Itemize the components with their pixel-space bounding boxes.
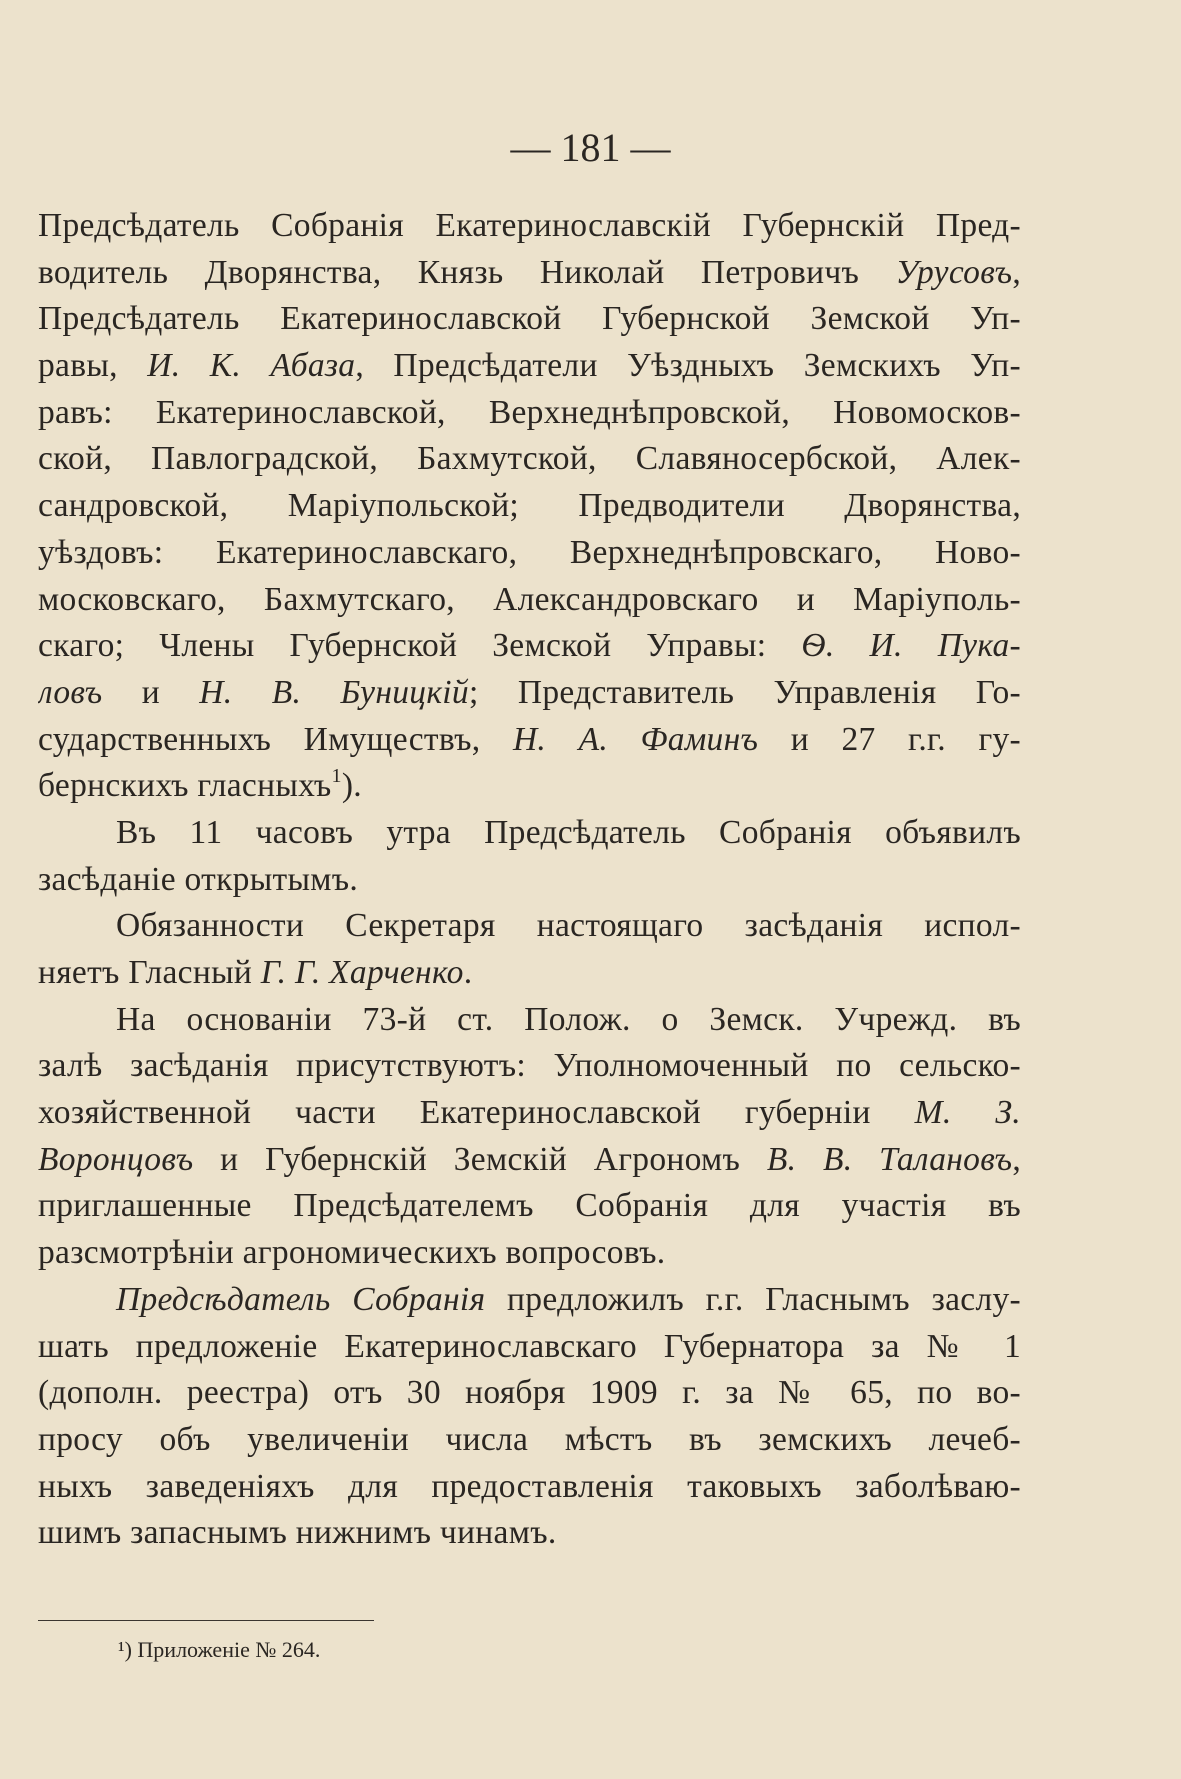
text-line: шимъ запаснымъ нижнимъ чинамъ. — [38, 1514, 557, 1552]
paragraph-2 — [38, 810, 1021, 903]
text-line: сандровской, Маріупольской; Предводители Дворянства, — [38, 487, 1021, 525]
text-line: Воронцовъ и Губернскій Земскій Агрономъ В. В. Талановъ, — [38, 1140, 1021, 1178]
text-line: Обязанности Секретаря настоящаго засѣданія испол- — [116, 907, 1021, 945]
text-line: Предсѣдатель Собранія предложилъ г.г. Гласнымъ заслу- — [116, 1280, 1021, 1318]
text-line: На основаніи 73-й ст. Полож. о Земск. Учрежд. въ — [116, 1000, 1021, 1038]
text-line: бернскихъ гласныхъ$^1$). — [38, 765, 362, 805]
text-line: ныхъ заведеніяхъ для предоставленія таковыхъ заболѣваю- — [38, 1467, 1021, 1505]
italic-name: Воронцовъ — [38, 1140, 194, 1178]
footnote: ¹) Приложеніе № 264. — [118, 1637, 321, 1662]
italic-name: И. К. Абаза — [147, 347, 356, 385]
italic-name: Предсѣдатель Собранія — [116, 1280, 486, 1318]
italic-name: Н. В. Буницкій — [199, 673, 469, 711]
text-line: залѣ засѣданія присутствуютъ: Уполномоченный по сельско- — [38, 1047, 1021, 1085]
paragraph-3 — [38, 903, 1021, 996]
footnote-divider — [38, 1620, 374, 1621]
body-text — [38, 203, 1021, 1557]
text-line: Въ 11 часовъ утра Предсѣдатель Собранія объявилъ — [116, 813, 1021, 851]
text-line: Предсѣдатель Собранія Екатеринославскій Губернскій Пред- — [38, 207, 1021, 244]
text-line: уѣздовъ: Екатеринославскаго, Верхнеднѣпровскаго, Ново- — [38, 533, 1021, 571]
italic-name: ловъ — [38, 673, 103, 711]
text-line: (дополн. реестра) отъ 30 ноября 1909 г. за № 65, по во- — [38, 1374, 1021, 1412]
text-line: водитель Дворянства, Князь Николай Петровичъ Урусовъ, — [38, 253, 1021, 291]
text-line: няетъ Гласный Г. Г. Харченко. — [38, 954, 473, 991]
text-line: московскаго, Бахмутскаго, Александровскаго и Маріуполь- — [38, 580, 1021, 618]
page-number: — 181 — — [510, 125, 671, 170]
italic-name: Урусовъ — [895, 253, 1013, 291]
text-line: Предсѣдатель Екатеринославской Губернской Земской Уп- — [38, 300, 1021, 338]
text-line: приглашенные Предсѣдателемъ Собранія для участія въ — [38, 1187, 1021, 1225]
text-line: скаго; Члены Губернской Земской Управы: Ѳ. И. Пука- — [38, 627, 1021, 665]
text-line: ловъ и Н. В. Буницкій; Представитель Управленія Го- — [38, 673, 1021, 711]
italic-name: Г. Г. Харченко — [260, 954, 464, 991]
text-line: засѣданіе открытымъ. — [38, 860, 359, 898]
text-line: хозяйственной части Екатеринославской губерніи М. З. — [38, 1094, 1021, 1132]
paragraph-4 — [38, 997, 1021, 1277]
italic-name: М. З. — [914, 1094, 1021, 1132]
text-line: разсмотрѣніи агрономическихъ вопросовъ. — [38, 1234, 666, 1272]
footnote-marker: 1 — [331, 765, 342, 788]
italic-name: Ѳ. И. Пука- — [801, 627, 1021, 665]
text-line: равы, И. К. Абаза, Предсѣдатели Уѣздныхъ Земскихъ Уп- — [38, 347, 1021, 385]
text-line: ской, Павлоградской, Бахмутской, Славяносербской, Алек- — [38, 440, 1021, 478]
text-line: равъ: Екатеринославской, Верхнеднѣпровской, Новомосков- — [38, 393, 1021, 431]
italic-name: Н. А. Фаминъ — [512, 720, 759, 758]
paragraph-1 — [38, 203, 1021, 810]
text-line: шать предложеніе Екатеринославскаго Губернатора за № 1 — [38, 1327, 1021, 1365]
paragraph-5 — [38, 1277, 1021, 1557]
text-line: просу объ увеличеніи числа мѣстъ въ земскихъ лечеб- — [38, 1420, 1021, 1458]
italic-name: В. В. Талановъ — [766, 1140, 1013, 1178]
text-line: сударственныхъ Имуществъ, Н. А. Фаминъ и 27 г.г. гу- — [38, 720, 1021, 758]
